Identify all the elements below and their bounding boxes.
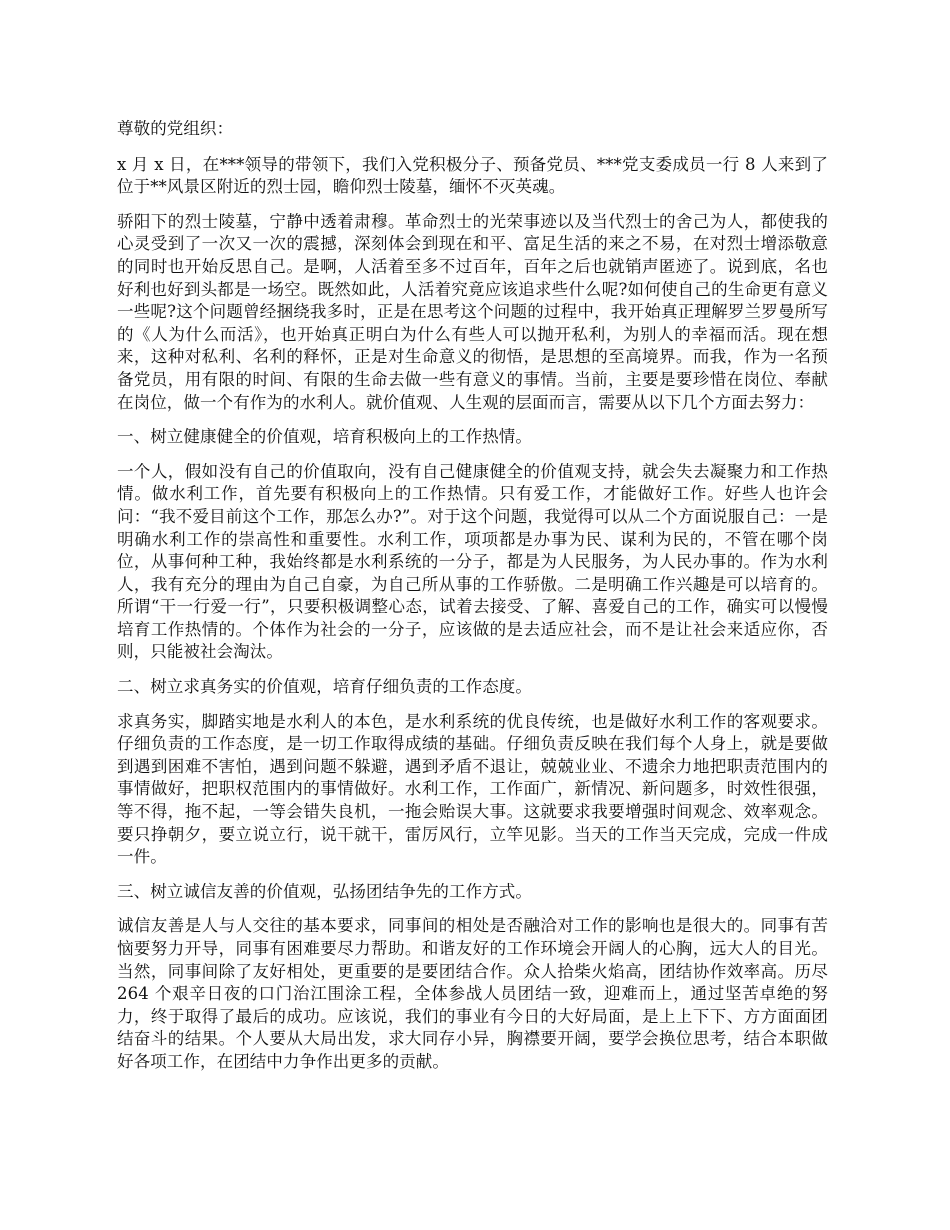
document-body <box>117 118 828 1086</box>
paragraph-section-3: 诚信友善是人与人交往的基本要求，同事间的相处是否融洽对工作的影响也是很大的。同事有苦恼要努力开导，同事有困难要尽力帮助。和谐友好的工作环境会开阔人的心胸，远大人的目光。当然，同事间除了友好相处，更重要的是要团结合作。众人拾柴火焰高，团结协作效率高。历尽 264 个艰辛日夜的口门治江围涂工程，全体参战人员团结一致，迎难而上，通过坚苦卓绝的努力，终于取得了最后的成功。应该说，我们的事业有今日的大好局面，是上上下下、方方面面团结奋斗的结果。个人要从大局出发，求大同存小异，胸襟要开阔，要学会换位思考，结合本职做好各项工作，在团结中力争作出更多的贡献。 <box>117 916 828 1071</box>
section-heading-1: 一、树立健康健全的价值观，培育积极向上的工作热情。 <box>117 427 532 447</box>
paragraph-section-1: 一个人，假如没有自己的价值取向，没有自己健康健全的价值观支持，就会失去凝聚力和工作热情。做水利工作，首先要有积极向上的工作热情。只有爱工作，才能做好工作。好些人也许会问：“我不爱目前这个工作，那怎么办?”。对于这个问题，我觉得可以从二个方面说服自己：一是明确水利工作的崇高性和重要性。水利工作，项项都是办事为民、谋利为民的，不管在哪个岗位，从事何种工种，我始终都是水利系统的一分子，都是为人民服务，为人民办事的。作为水利人，我有充分的理由为自己自豪，为自己所从事的工作骄傲。二是明确工作兴趣是可以培育的。所谓“干一行爱一行”，只要积极调整心态，试着去接受、了解、喜爱自己的工作，确实可以慢慢培育工作热情的。个体作为社会的一分子，应该做的是去适应社会，而不是让社会来适应你，否则，只能被社会淘汰。 <box>117 461 828 662</box>
salutation: 尊敬的党组织： <box>117 119 234 138</box>
paragraph-section-2: 求真务实，脚踏实地是水利人的本色，是水利系统的优良传统，也是做好水利工作的客观要求。仔细负责的工作态度，是一切工作取得成绩的基础。仔细负责反映在我们每个人身上，就是要做到遇到困难不害怕，遇到问题不躲避，遇到矛盾不退让，兢兢业业、不遗余力地把职责范围内的事情做好，把职权范围内的事情做好。水利工作，工作面广，新情况、新问题多，时效性很强，等不得，拖不起，一等会错失良机，一拖会贻误大事。这就要求我要增强时间观念、效率观念。要只挣朝夕，要立说立行，说干就干，雷厉风行，立竿见影。当天的工作当天完成，完成一件成一件。 <box>117 711 828 867</box>
section-heading-2: 二、树立求真务实的价值观，培育仔细负责的工作态度。 <box>117 677 532 697</box>
paragraph-reflection: 骄阳下的烈士陵墓，宁静中透着肃穆。革命烈士的光荣事迹以及当代烈士的舍己为人，都使我的心灵受到了一次又一次的震撼，深刻体会到现在和平、富足生活的来之不易，在对烈士增添敬意的同时也开始反思自己。是啊，人活着至多不过百年，百年之后也就销声匿迹了。说到底，名也好利也好到头都是一场空。既然如此，人活着究竟应该追求些什么呢?如何使自己的生命更有意义一些呢?这个问题曾经捆绕我多时，正是在思考这个问题的过程中，我开始真正理解罗兰罗曼所写的《人为什么而活》，也开始真正明白为什么有些人可以抛开私利，为别人的幸福而活。现在想来，这种对私利、名利的释怀，正是对生命意义的彻悟，是思想的至高境界。而我，作为一名预备党员，用有限的时间、有限的生命去做一些有意义的事情。当前，主要是要珍惜在岗位、奉献在岗位，做一个有作为的水利人。就价值观、人生观的层面而言，需要从以下几个方面去努力： <box>117 211 828 412</box>
section-heading-3: 三、树立诚信友善的价值观，弘扬团结争先的工作方式。 <box>117 881 532 901</box>
paragraph-intro: x 月 x 日，在***领导的带领下，我们入党积极分子、预备党员、***党支委成员一行 8 人来到了位于**风景区附近的烈士园，瞻仰烈士陵墓，缅怀不灭英魂。 <box>117 154 828 197</box>
